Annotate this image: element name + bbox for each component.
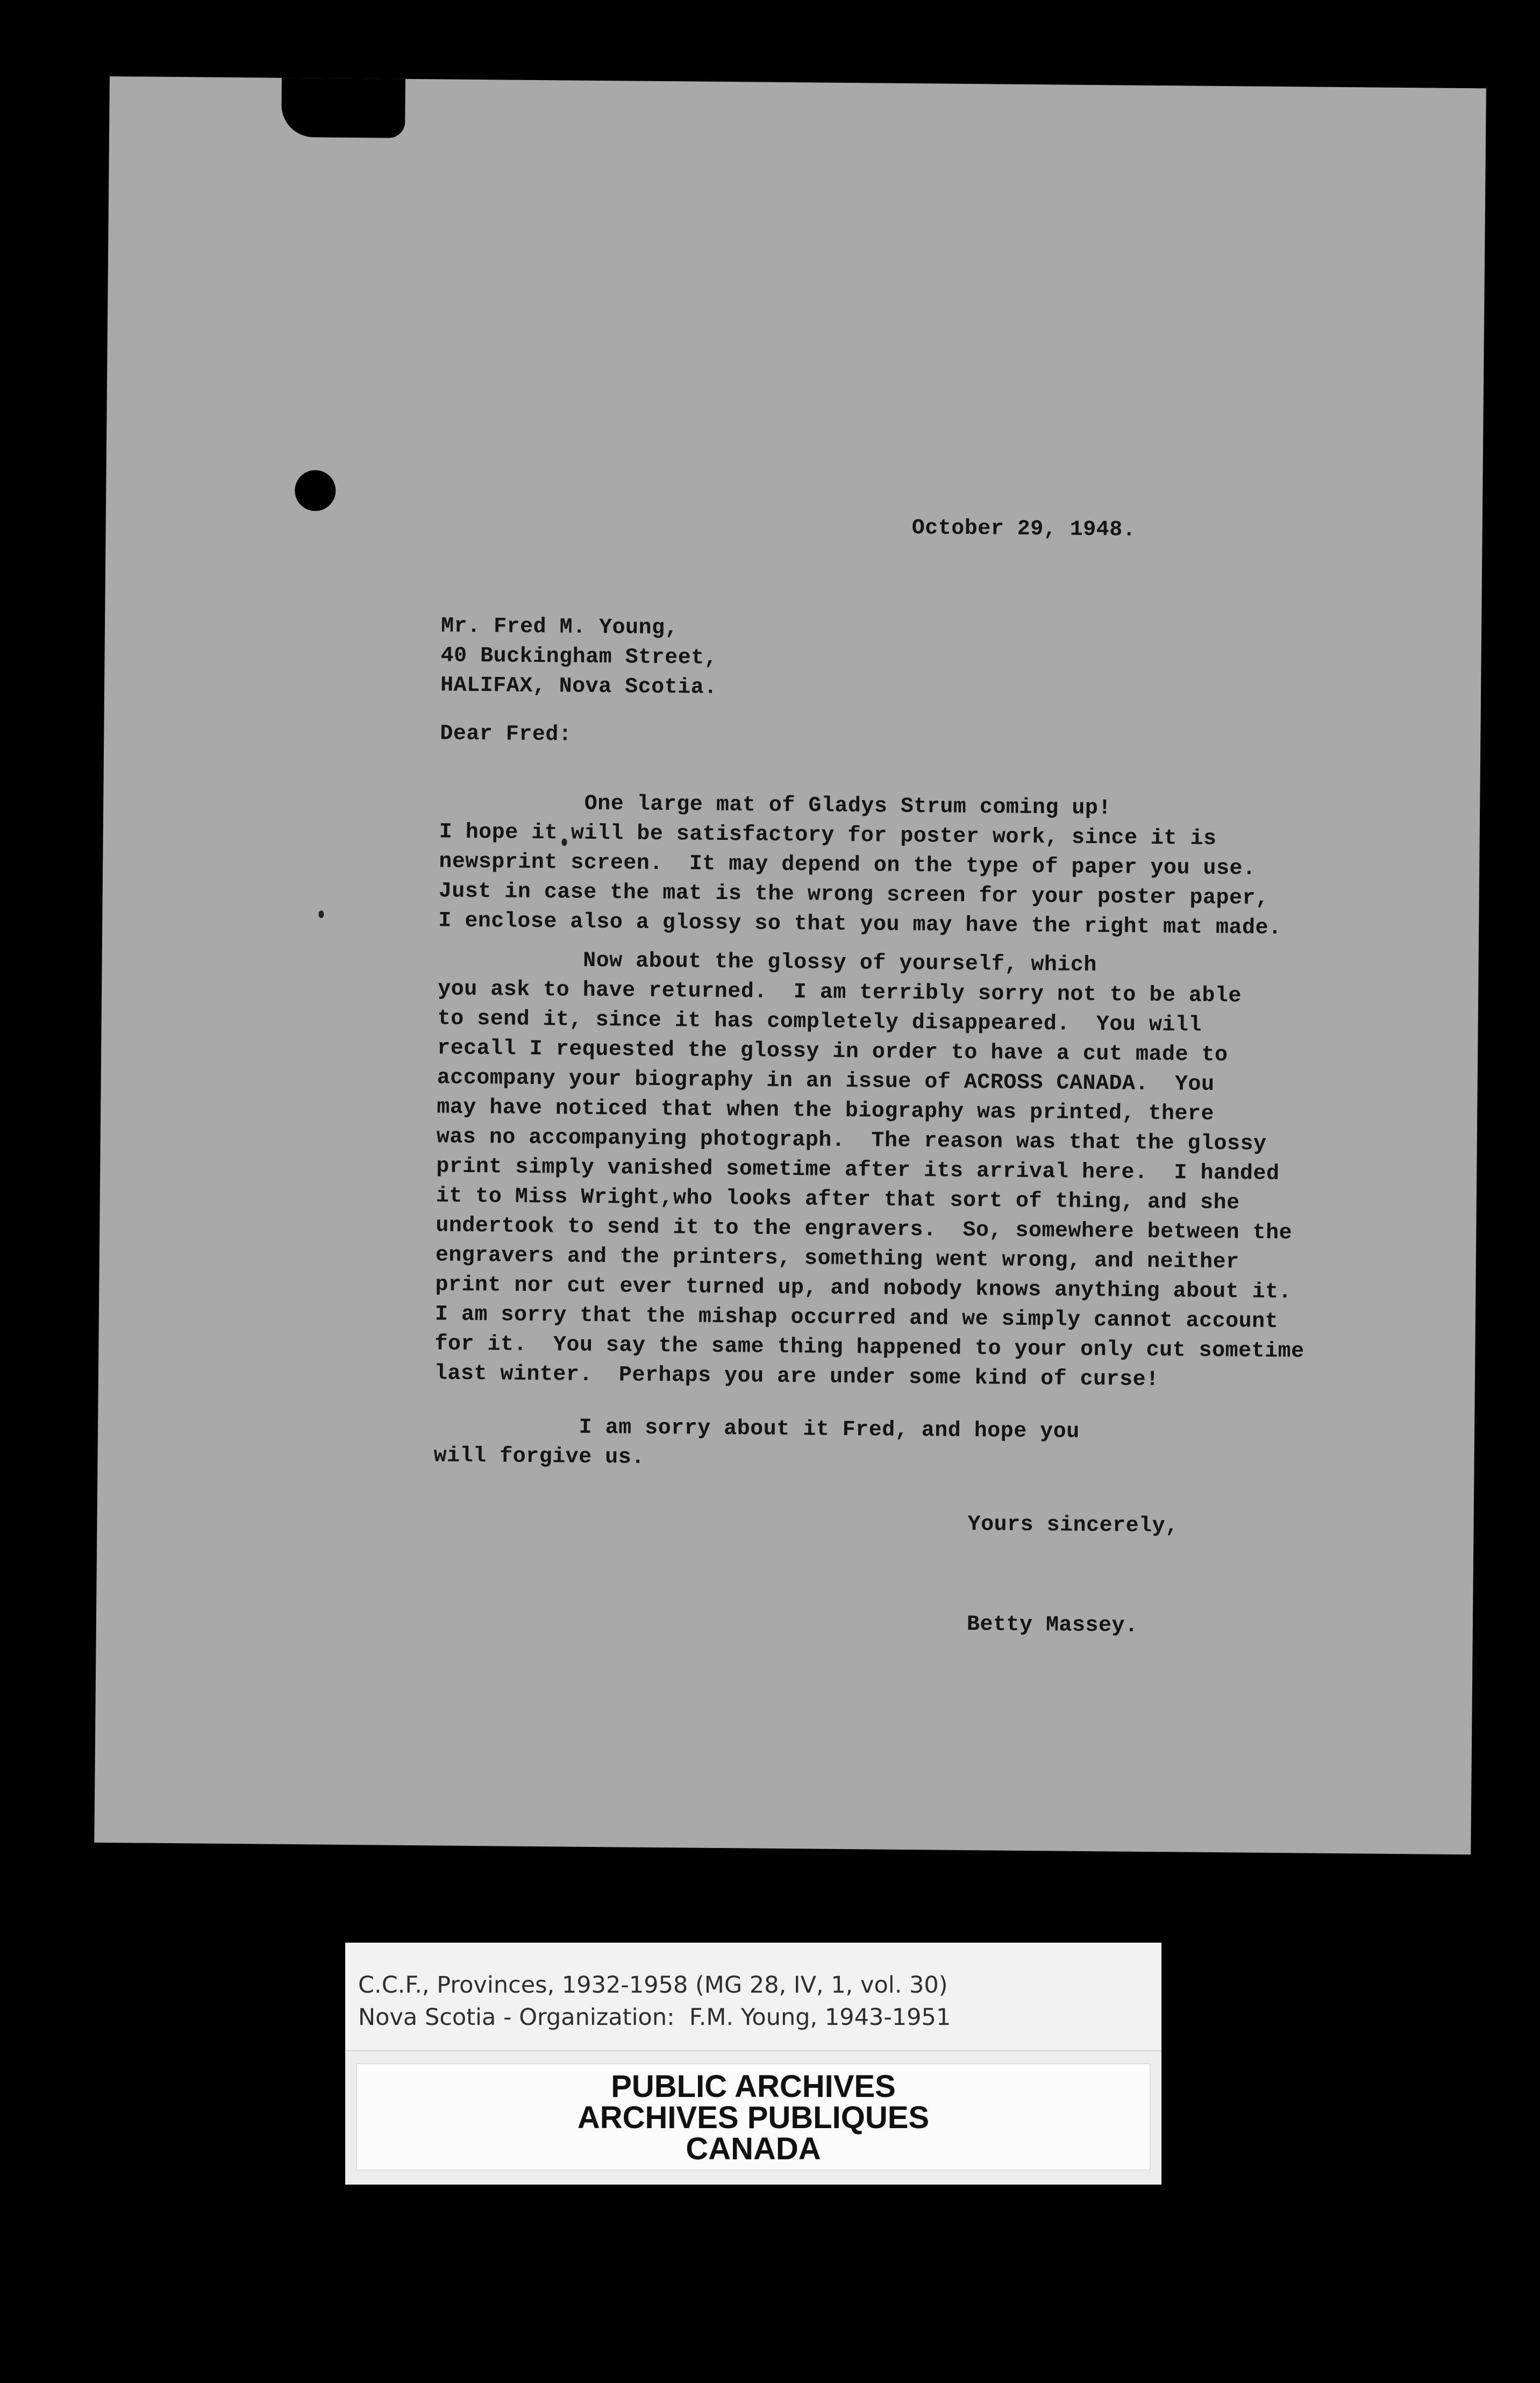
body-line: to send it, since it has completely disappeared. You will — [437, 1007, 1202, 1038]
torn-corner — [281, 78, 405, 138]
body-line: recall I requested the glossy in order to have a cut made to — [437, 1036, 1228, 1068]
body-line: for it. You say the same thing happened to your only cut sometime — [434, 1332, 1304, 1364]
body-line: Now about the glossy of yourself, which — [438, 947, 1097, 978]
address-line: HALIFAX, Nova Scotia. — [440, 673, 717, 700]
closing: Yours sincerely, — [967, 1512, 1179, 1539]
body-line: print simply vanished sometime after its arrival here. I handed — [436, 1154, 1280, 1187]
body-line: I am sorry about it Fred, and hope you — [433, 1414, 1080, 1444]
archive-reference-line: Nova Scotia - Organization: F.M. Young, 1943-1951 — [358, 2004, 951, 2031]
address-line: 40 Buckingham Street, — [440, 644, 718, 670]
body-line: I am sorry that the mishap occurred and we simply cannot account — [434, 1302, 1279, 1335]
punch-hole — [295, 470, 336, 511]
stamp-line: CANADA — [686, 2131, 821, 2166]
body-line: will forgive us. — [433, 1444, 645, 1470]
body-line: I hope it will be satisfactory for poster work, since it is — [439, 820, 1217, 852]
body-line: print nor cut ever turned up, and nobody knows anything about it. — [435, 1273, 1292, 1305]
body-line: I enclose also a glossy so that you may have the right mat made. — [438, 909, 1282, 941]
body-line: Just in case the mat is the wrong screen for your poster paper, — [438, 879, 1269, 911]
signature: Betty Massey. — [966, 1613, 1138, 1638]
archives-stamp — [345, 2050, 1161, 2185]
body-line: it to Miss Wright,who looks after that sort of thing, and she — [436, 1184, 1240, 1216]
address-line: Mr. Fred M. Young, — [440, 614, 679, 641]
letter-sheet — [94, 76, 1486, 1854]
body-line: last winter. Perhaps you are under some kind of curse! — [434, 1361, 1159, 1393]
letter-date: October 29, 1948. — [911, 516, 1136, 543]
body-line: newsprint screen. It may depend on the type of paper you use. — [439, 850, 1256, 881]
stray-mark — [318, 910, 324, 918]
salutation: Dear Fred: — [440, 722, 572, 747]
body-line: engravers and the printers, something went wrong, and neither — [435, 1243, 1239, 1275]
body-line: undertook to send it to the engravers. So, somewhere between the — [436, 1214, 1293, 1246]
archive-label — [345, 1943, 1161, 2184]
stamp-strip — [356, 2063, 1151, 2171]
body-line: accompany your biography in an issue of ACROSS CANADA. You — [437, 1066, 1215, 1097]
stamp-line: ARCHIVES PUBLIQUES — [577, 2100, 930, 2135]
stamp-line: PUBLIC ARCHIVES — [611, 2069, 896, 2104]
body-line: may have noticed that when the biography was printed, there — [437, 1095, 1215, 1126]
archive-reference-line: C.C.F., Provinces, 1932-1958 (MG 28, IV, 1, vol. 30) — [358, 1972, 948, 1999]
body-line: One large mat of Gladys Strum coming up! — [439, 790, 1112, 821]
body-line: was no accompanying photograph. The reason was that the glossy — [436, 1125, 1267, 1157]
body-line: you ask to have returned. I am terribly sorry not to be able — [438, 977, 1242, 1009]
